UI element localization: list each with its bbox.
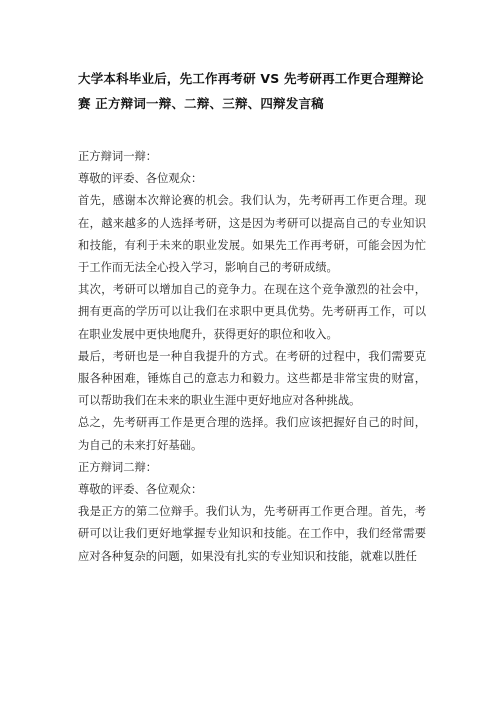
- document-title: 大学本科毕业后，先工作再考研 VS 先考研再工作更合理辩论赛 正方辩词一辩、二辩、三辩、四辩发言稿: [78, 71, 424, 111]
- heading-second-debater: 正方辩词二辩：: [78, 460, 158, 474]
- paragraph: 我是正方的第二位辩手。我们认为，先考研再工作更合理。首先，考研可以让我们更好地掌握专业知识和技能。在工作中，我们经常需要应对各种复杂的问题，如果没有扎实的专业知识和技能，就难以胜任: [78, 505, 426, 563]
- salutation: 尊敬的评委、各位观众：: [78, 172, 203, 186]
- paragraph: 其次，考研可以增加自己的竞争力。在现在这个竞争激烈的社会中，拥有更高的学历可以让我们在求职中更具优势。先考研再工作，可以在职业发展中更快地爬升，获得更好的职位和收入。: [78, 283, 426, 341]
- heading-first-debater: 正方辩词一辩：: [78, 150, 158, 163]
- salutation: 尊敬的评委、各位观众：: [78, 483, 203, 497]
- paragraph: 首先，感谢本次辩论赛的机会。我们认为，先考研再工作更合理。现在，越来越多的人选择考研，这是因为考研可以提高自己的专业知识和技能，有利于未来的职业发展。如果先工作再考研，可能会因为忙于工作而无法全心投入学习，影响自己的考研成绩。: [78, 194, 426, 275]
- document-body: [78, 146, 426, 568]
- paragraph: 最后，考研也是一种自我提升的方式。在考研的过程中，我们需要克服各种困难，锤炼自己的意志力和毅力。这些都是非常宝贵的财富，可以帮助我们在未来的职业生涯中更好地应对各种挑战。: [78, 349, 426, 408]
- paragraph: 总之，先考研再工作是更合理的选择。我们应该把握好自己的时间，为自己的未来打好基础。: [78, 416, 426, 452]
